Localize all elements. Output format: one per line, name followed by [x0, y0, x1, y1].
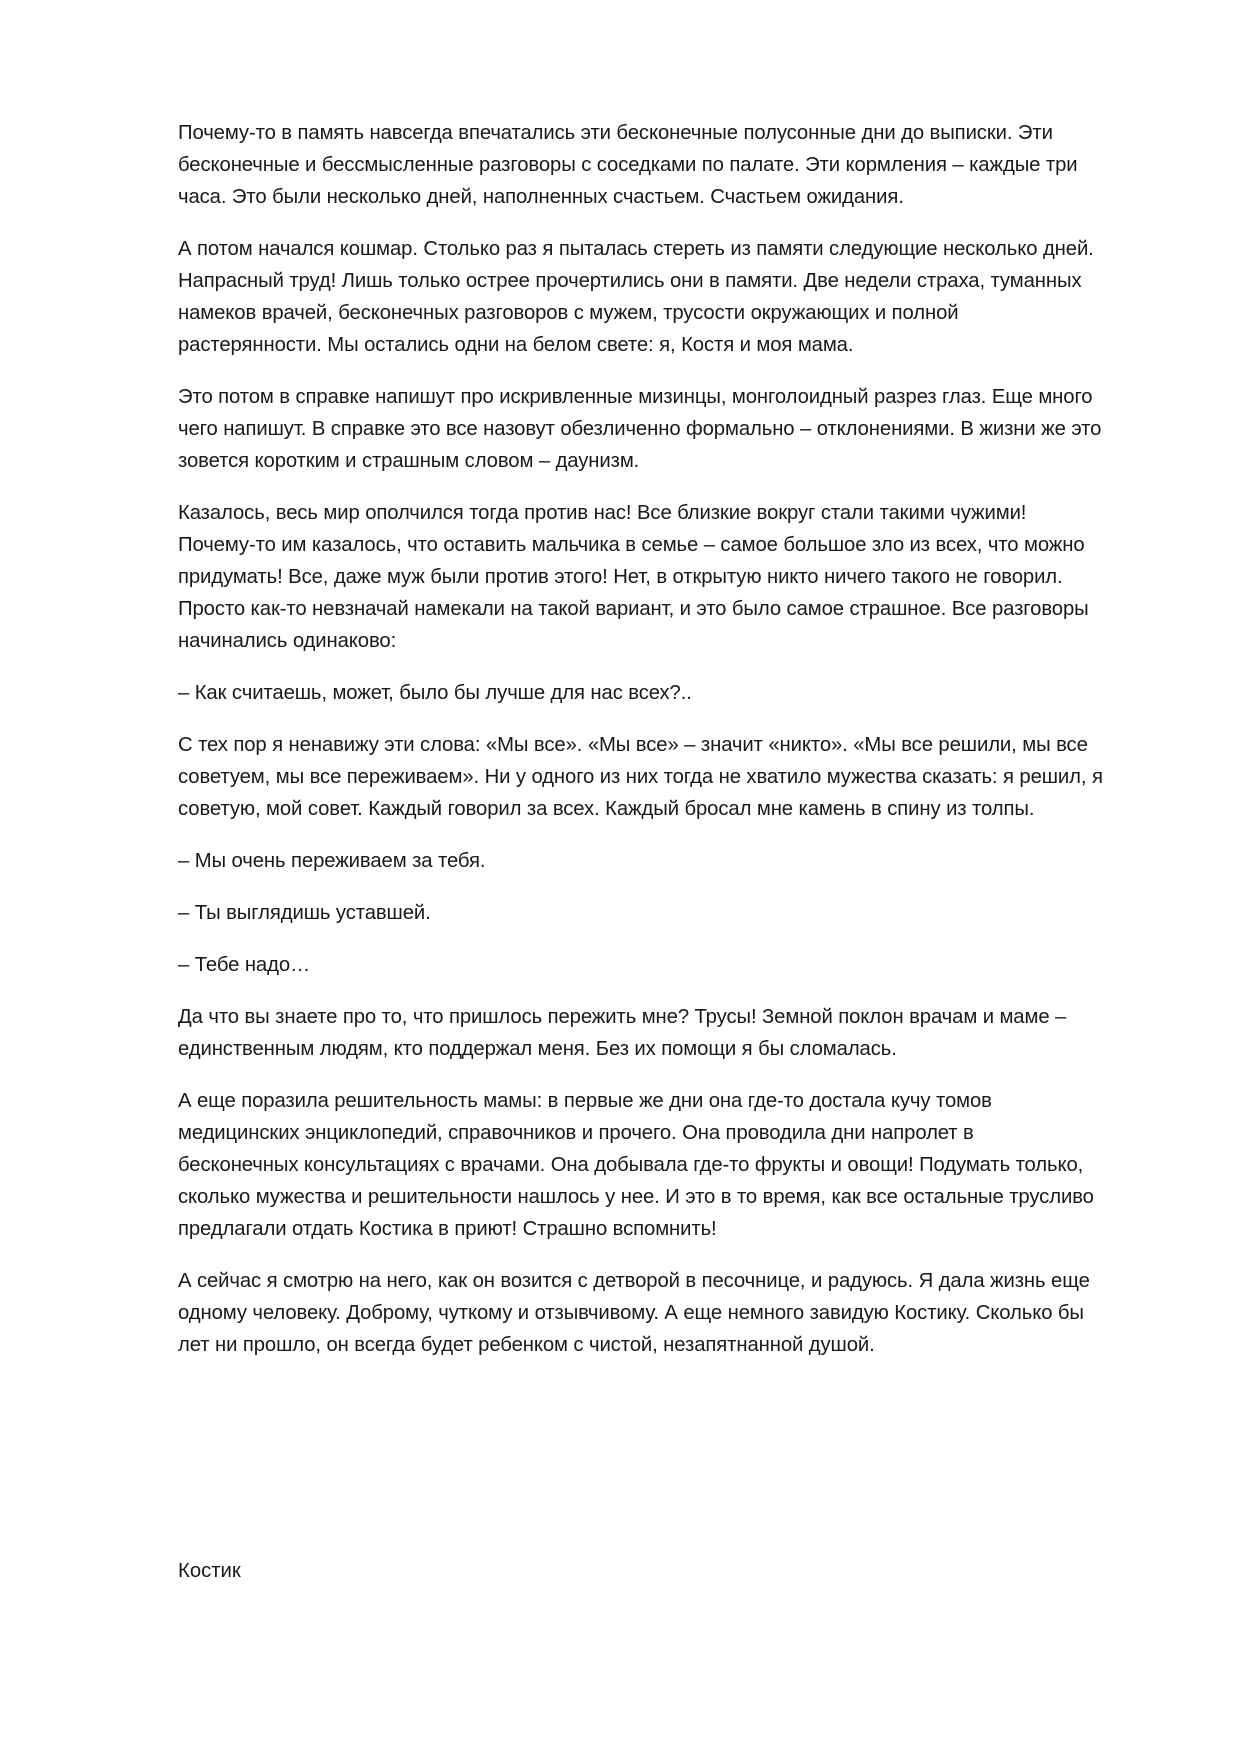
- paragraph-8-dialogue: [178, 897, 1158, 929]
- paragraph-1: [178, 117, 1158, 213]
- text-line: – Ты выглядишь уставшей.: [178, 902, 431, 924]
- text-line: чего напишут. В справке это все назовут обезличенно формально – отклонениями. В жизни же это: [178, 418, 1102, 440]
- text-line: А потом начался кошмар. Столько раз я пыталась стереть из памяти следующие несколько дней.: [178, 238, 1094, 260]
- text-line: бесконечных консультациях с врачами. Она добывала где-то фрукты и овощи! Подумать только,: [178, 1154, 1084, 1176]
- paragraph-4: [178, 497, 1158, 657]
- text-line: Да что вы знаете про то, что пришлось пережить мне? Трусы! Земной поклон врачам и маме –: [178, 1006, 1067, 1028]
- paragraph-10: [178, 1001, 1158, 1065]
- text-line: Просто как-то невзначай намекали на такой вариант, и это было самое страшное. Все разговоры: [178, 598, 1089, 620]
- text-line: Казалось, весь мир ополчился тогда против нас! Все близкие вокруг стали такими чужими!: [178, 502, 1027, 524]
- text-line: начинались одинаково:: [178, 630, 397, 652]
- text-line: придумать! Все, даже муж были против этого! Нет, в открытую никто ничего такого не говорил.: [178, 566, 1063, 588]
- text-line: лет ни прошло, он всегда будет ребенком с чистой, незапятнанной душой.: [178, 1334, 875, 1356]
- paragraph-11: [178, 1085, 1158, 1245]
- text-line: зовется коротким и страшным словом – даунизм.: [178, 450, 640, 472]
- paragraph-12: [178, 1265, 1158, 1361]
- text-line: часа. Это были несколько дней, наполненных счастьем. Счастьем ожидания.: [178, 186, 904, 208]
- text-line: одному человеку. Доброму, чуткому и отзывчивому. А еще немного завидую Костику. Сколько бы: [178, 1302, 1084, 1324]
- text-line: бесконечные и бессмысленные разговоры с соседками по палате. Эти кормления – каждые три: [178, 154, 1078, 176]
- text-line: растерянности. Мы остались одни на белом свете: я, Костя и моя мама.: [178, 334, 854, 356]
- text-line: С тех пор я ненавижу эти слова: «Мы все». «Мы все» – значит «никто». «Мы все решили, мы все: [178, 734, 1088, 756]
- text-line: намеков врачей, бесконечных разговоров с мужем, трусости окружающих и полной: [178, 302, 959, 324]
- text-line: советуем, мы все переживаем». Ни у одного из них тогда не хватило мужества сказать: я решил, я: [178, 766, 1103, 788]
- paragraph-9-dialogue: [178, 949, 1158, 981]
- text-line: предлагали отдать Костика в приют! Страшно вспомнить!: [178, 1218, 717, 1240]
- paragraph-2: [178, 233, 1158, 361]
- signature: Костик: [178, 1560, 241, 1582]
- text-line: – Как считаешь, может, было бы лучше для нас всех?..: [178, 682, 692, 704]
- text-line: медицинских энциклопедий, справочников и прочего. Она проводила дни напролет в: [178, 1122, 974, 1144]
- paragraph-6: [178, 729, 1158, 825]
- text-line: Почему-то им казалось, что оставить мальчика в семье – самое большое зло из всех, что можно: [178, 534, 1085, 556]
- paragraph-3: [178, 381, 1158, 477]
- text-line: Почему-то в память навсегда впечатались эти бесконечные полусонные дни до выписки. Эти: [178, 122, 1053, 144]
- text-line: советую, мой совет. Каждый говорил за всех. Каждый бросал мне камень в спину из толпы.: [178, 798, 1035, 820]
- text-line: единственным людям, кто поддержал меня. Без их помощи я бы сломалась.: [178, 1038, 897, 1060]
- paragraph-7-dialogue: [178, 845, 1158, 877]
- text-line: сколько мужества и решительности нашлось у нее. И это в то время, как все остальные трусливо: [178, 1186, 1094, 1208]
- text-line: – Мы очень переживаем за тебя.: [178, 850, 486, 872]
- text-line: А еще поразила решительность мамы: в первые же дни она где-то достала кучу томов: [178, 1090, 992, 1112]
- paragraph-5-dialogue: [178, 677, 1158, 709]
- document-body: [178, 117, 1158, 1381]
- text-line: Это потом в справке напишут про искривленные мизинцы, монголоидный разрез глаз. Еще много: [178, 386, 1093, 408]
- text-line: А сейчас я смотрю на него, как он возится с детворой в песочнице, и радуюсь. Я дала жизнь еще: [178, 1270, 1090, 1292]
- text-line: – Тебе надо…: [178, 954, 311, 976]
- text-line: Напрасный труд! Лишь только острее прочертились они в памяти. Две недели страха, туманных: [178, 270, 1082, 292]
